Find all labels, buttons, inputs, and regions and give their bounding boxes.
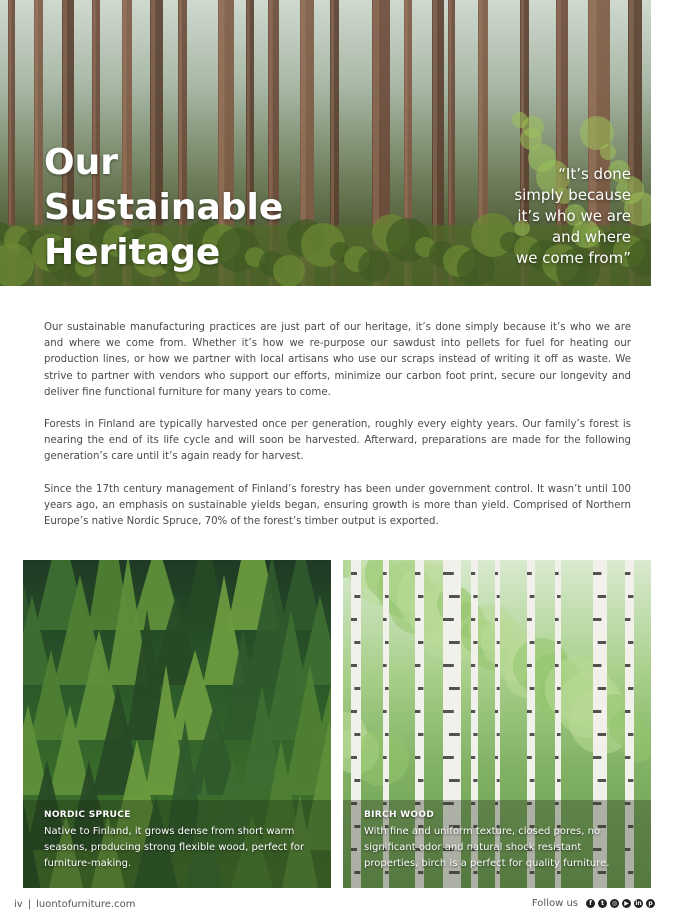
card-title: NORDIC SPRUCE xyxy=(44,810,131,820)
quote-line: we come from” xyxy=(516,249,631,267)
linkedin-icon[interactable]: in xyxy=(635,900,642,907)
card-text: Native to Finland, it grows dense from short warm seasons, producing strong flexible wood, perfect for furniture-making. xyxy=(44,826,305,869)
facebook-icon[interactable]: f xyxy=(586,899,595,908)
pinterest-icon[interactable]: p xyxy=(646,899,655,908)
website-link[interactable]: luontofurniture.com xyxy=(36,899,136,910)
card-caption xyxy=(44,810,314,872)
paragraph: Since the 17th century management of Finland’s forestry has been under government control. It wasn’t until 100 years ago, an emphasis on sustainable yields began, ensuring growth is more than yield. Comprised of Northern Europe’s native Nordic Spruce, 70% of the forest’s timber output is exported. xyxy=(44,483,631,528)
quote-line: “It’s done xyxy=(558,165,631,183)
title-line: Heritage xyxy=(44,232,221,273)
youtube-icon[interactable]: ▶ xyxy=(622,899,631,908)
instagram-icon[interactable]: ◎ xyxy=(611,900,618,907)
page-number: iv xyxy=(14,899,23,910)
hero-banner xyxy=(0,0,651,286)
page-title xyxy=(44,140,304,275)
twitter-icon[interactable]: t xyxy=(598,899,607,908)
title-line: Sustainable xyxy=(44,187,284,228)
quote-line: and where xyxy=(551,228,631,246)
hero-quote xyxy=(431,164,631,269)
footer-social xyxy=(532,898,655,909)
birch-wood-card xyxy=(343,560,651,888)
body-text xyxy=(44,320,631,546)
card-text: With fine and uniform texture, closed pores, no significant odor and natural shock resistant properties, birch is a perfect for quality furniture. xyxy=(364,826,610,869)
title-line: Our xyxy=(44,142,118,183)
footer-page-info xyxy=(14,899,135,910)
card-caption xyxy=(364,810,634,872)
separator: | xyxy=(27,899,32,910)
paragraph: Forests in Finland are typically harvested once per generation, roughly every eighty years. Our family’s forest is nearing the end of its life cycle and will soon be harvested. Afterward, preparations are made for the following generation’s care until it’s again ready for harvest. xyxy=(44,419,631,463)
follow-label: Follow us xyxy=(531,898,578,909)
quote-line: simply because xyxy=(514,186,631,204)
paragraph: Our sustainable manufacturing practices are just part of our heritage, it’s done simply because it’s who we are and where we come from. Whether it’s how we re-purpose our sawdust into pellets for fuel for heating our production lines, or how we partner with local artisans who use our scraps instead of writing it off as waste. We strive to partner with vendors who support our efforts, minimize our carbon foot print, secure our longevity and deliver fine functional furniture for many years to come. xyxy=(44,322,631,398)
quote-line: it’s who we are xyxy=(517,207,631,225)
card-title: BIRCH WOOD xyxy=(364,810,435,820)
nordic-spruce-card xyxy=(23,560,331,888)
